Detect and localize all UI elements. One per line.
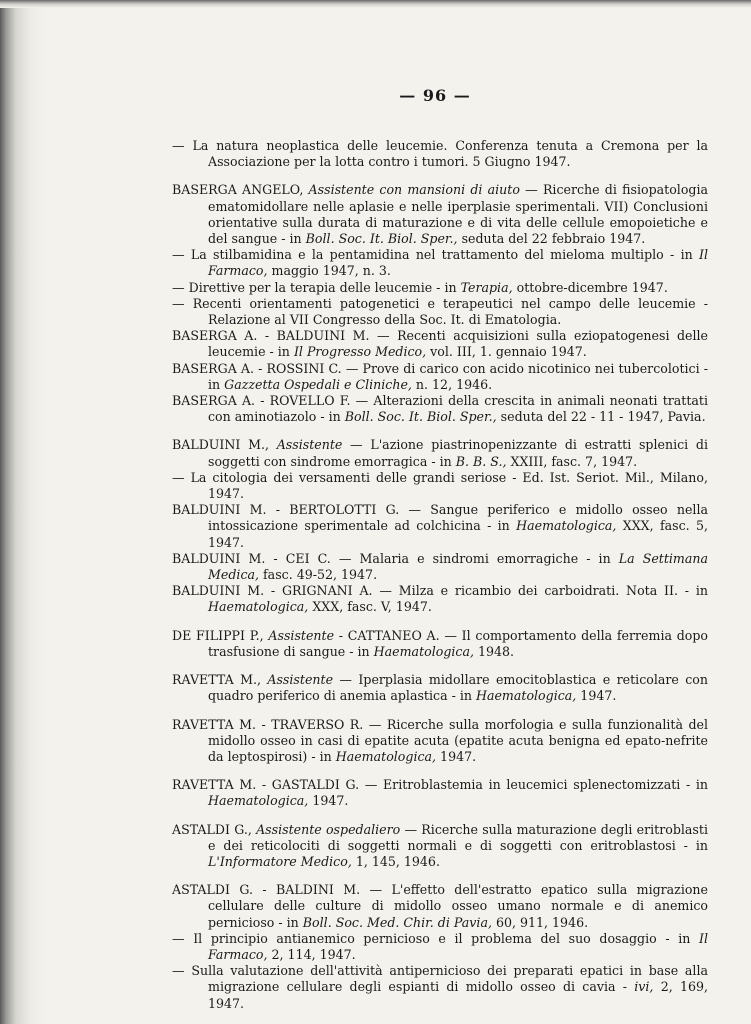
entry-text: BALDUINI M. - CEI C. — Malaria e sindromi emorragiche - in [172,550,619,566]
entry-text: 2, 114, 1947. [267,946,356,962]
entry-italic-text: Gazzetta Ospedali e Cliniche, [224,376,412,392]
entry-text: seduta del 22 - 11 - 1947, Pavia. [496,409,706,425]
entry-text: — Recenti orientamenti patogenetici e terapeutici nel campo delle leucemie - Relazione al VII Congresso della Soc. It. di Ematologia. [172,295,708,328]
bibliography-entry [172,628,708,660]
entry-text: — L'azione piastrinopenizzante di estratti splenici di soggetti con sindrome emorragica - in [208,437,708,469]
entry-text: 2, 169, 1947. [208,979,708,1011]
bibliography-entry [172,138,708,170]
entry-italic-text: Il Progresso Medico, [293,344,427,360]
entry-text: — La citologia dei versamenti delle grandi seriose - Ed. Ist. Seriot. Mil., Milano, 1947. [172,469,708,502]
entry-text: 1947. [436,748,477,764]
entry-text: BASERGA A. - BALDUINI M. — Recenti acquisizioni sulla eziopatogenesi delle leucemie - in [172,328,708,360]
entry-italic-text: La Settimana Medica, [208,550,708,583]
entry-text: BALDUINI M. - BERTOLOTTI G. — Sangue periferico e midollo osseo nella intossicazione sperimentale ad colchicina - in [172,502,708,534]
entry-text: — La natura neoplastica delle leucemie. Conferenza tenuta a Cremona per la Associazione per la lotta contro i tumori. 5 Giugno 1947. [172,138,708,170]
bibliography-entry [172,672,708,704]
bibliography-entry [172,963,708,1012]
entry-text: - CATTANEO A. — Il comportamento della ferremia dopo trasfusione di sangue - in [208,627,708,659]
entry-italic-text: Haematologica, [335,748,437,764]
entry-text: DE FILIPPI P., [172,627,269,643]
entry-italic-text: Assistente [276,437,343,453]
bibliography-entry [172,280,708,296]
entry-text: RAVETTA M. - TRAVERSO R. — Ricerche sulla morfologia e sulla funzionalità del midollo osseo in casi di epatite acuta (epatite acuta benigna ed epato-nefrite da leptospirosi) - in [172,716,708,764]
page-top-edge [0,0,751,8]
entry-text: — La stilbamidina e la pentamidina nel trattamento del mieloma multiplo - in [172,247,699,263]
bibliography-entry [172,882,708,931]
entry-text: ASTALDI G. - BALDINI M. — L'effetto dell'estratto epatico sulla migrazione cellulare delle culture di midollo osseo umano normale e di anemico pernicioso - in [172,882,708,930]
bibliography-entry [172,551,708,583]
entry-text: — Ricerche sulla maturazione degli eritroblasti e dei reticolociti di soggetti normali e di soggetti con eritroblastosi - in [208,821,708,853]
entry-text: BASERGA A. - ROSSINI C. — Prove di carico con acido nicotinico nei tubercolotici - in [172,360,708,392]
entry-text: ASTALDI G., [172,821,257,837]
entry-text: XXIII, fasc. 7, 1947. [506,453,638,469]
entry-italic-text: Assistente con mansioni di aiuto [308,182,520,198]
entry-text: — Il principio antianemico pernicioso e il problema del suo dosaggio - in [172,930,699,946]
entry-italic-text: Assistente ospedaliero [256,821,401,837]
entry-text: ottobre-dicembre 1947. [512,279,668,295]
page-number: — 96 — [399,86,471,105]
bibliography-entry [172,361,708,393]
entry-text: XXX, fasc. V, 1947. [308,599,432,615]
entry-text: 1, 145, 1946. [351,853,440,869]
bibliography-entry [172,470,708,502]
entry-text: — Iperplasia midollare emocitoblastica e reticolare con quadro periferico di anemia aplastica - in [208,672,708,704]
entry-italic-text: Assistente [267,672,334,688]
bibliography-entry [172,502,708,551]
entry-italic-text: Haematologica, [373,643,474,659]
entry-italic-text: Haematologica, [208,793,309,809]
entry-italic-text: L'Informatore Medico, [208,853,352,869]
entry-text: XXX, fasc. 5, 1947. [208,518,708,550]
entry-text: 1947. [308,793,349,809]
entry-italic-text: Boll. Soc. Med. Chir. di Pavia, [302,914,492,930]
entry-italic-text: Haematologica, [516,518,617,534]
entry-italic-text: Il Farmaco, [208,247,708,279]
bibliography-entry [172,328,708,360]
entry-italic-text: Assistente [268,627,335,643]
bibliography-entry [172,583,708,615]
entry-italic-text: Haematologica, [208,599,309,615]
entry-text: maggio 1947, n. 3. [267,263,391,279]
entry-text: n. 12, 1946. [411,376,493,392]
bibliography-entry [172,247,708,279]
entry-text: 1948. [473,643,515,659]
entry-italic-text: Haematologica, [475,688,577,704]
entry-text: fasc. 49-52, 1947. [259,567,378,583]
entry-text: RAVETTA M. - GASTALDI G. — Eritroblastemia in leucemici splenectomizzati - in [172,777,708,793]
entry-text: vol. III, 1. gennaio 1947. [426,344,587,360]
entry-text: BASERGA A. - ROVELLO F. — Alterazioni della crescita in animali neonati trattati con aminotiazolo - in [172,393,708,425]
bibliography-list [172,138,708,1012]
bibliography-entry [172,822,708,871]
entry-italic-text: ivi, [634,979,654,995]
bibliography-entry [172,931,708,963]
entry-text: 60, 911, 1946. [491,914,589,930]
entry-italic-text: Boll. Soc. It. Biol. Sper., [344,409,497,425]
entry-text: seduta del 22 febbraio 1947. [457,231,646,247]
entry-text: 1947. [576,688,617,704]
bibliography-entry [172,717,708,766]
entry-text: BASERGA ANGELO, [172,182,309,198]
bibliography-entry [172,777,708,809]
entry-text: — Sulla valutazione dell'attività antipernicioso dei preparati epatici in base alla migrazione cellulare degli espianti di midollo osseo di cavia - [172,963,708,995]
page-binding-edge [0,0,46,1024]
entry-text: BALDUINI M. - GRIGNANI A. — Milza e ricambio dei carboidrati. Nota II. - in [172,583,708,599]
entry-text: — Ricerche di fisiopatologia ematomidollare nelle aplasie e nelle iperplasie sperimentali. VII) Conclusioni orientative sulla durata di maturazione e di vita delle cellule emopoietiche e del sangue - in [208,182,708,247]
bibliography-entry [172,182,708,247]
entry-text: RAVETTA M., [172,672,268,688]
bibliography-entry [172,296,708,328]
bibliography-entry [172,437,708,469]
entry-italic-text: Il Farmaco, [208,930,708,962]
entry-italic-text: Terapia, [460,279,513,295]
entry-text: BALDUINI M., [172,437,277,453]
entry-text: — Direttive per la terapia delle leucemie - in [172,279,461,295]
bibliography-entry [172,393,708,425]
entry-italic-text: B. B. S., [455,453,507,469]
entry-italic-text: Boll. Soc. It. Biol. Sper., [305,231,458,247]
